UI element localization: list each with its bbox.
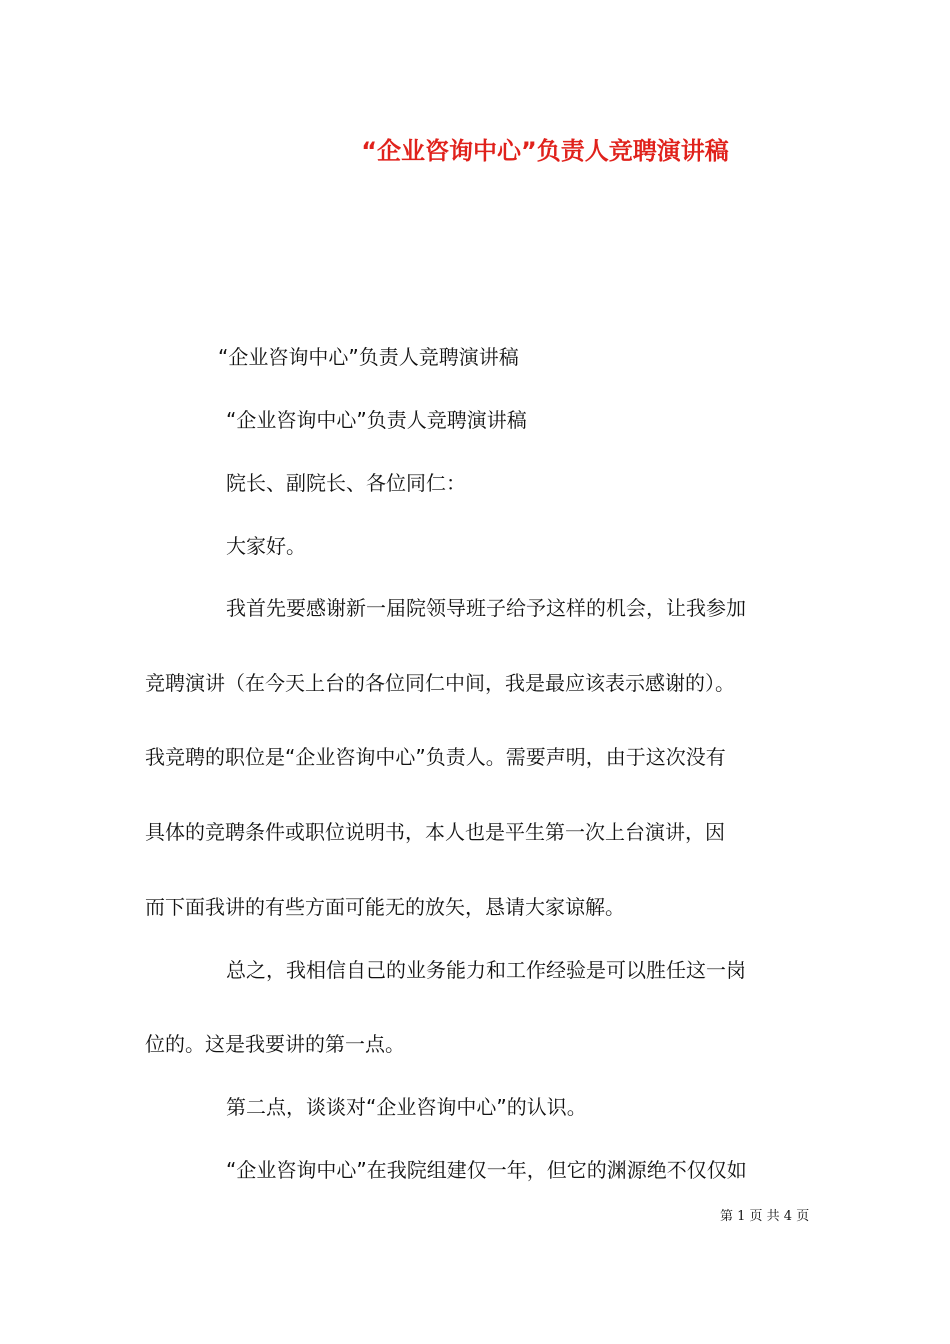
paragraph-line: 而下面我讲的有些方面可能无的放矢，恳请大家谅解。 [145, 895, 625, 919]
paragraph-line: 位的。这是我要讲的第一点。 [145, 1032, 405, 1056]
salutation: 院长、副院长、各位同仁： [226, 471, 466, 495]
paragraph-line: 竞聘演讲（在今天上台的各位同仁中间，我是最应该表示感谢的）。 [145, 671, 735, 695]
subtitle-line: “企业咨询中心”负责人竞聘演讲稿 [218, 345, 519, 369]
paragraph-line: 总之，我相信自己的业务能力和工作经验是可以胜任这一岗 [226, 958, 746, 982]
page-number-footer: 第 1 页 共 4 页 [720, 1209, 810, 1224]
paragraph-line: “企业咨询中心”在我院组建仅一年，但它的渊源绝不仅仅如 [226, 1158, 747, 1182]
greeting: 大家好。 [226, 534, 306, 558]
page-title: “企业咨询中心”负责人竞聘演讲稿 [361, 137, 729, 165]
paragraph-line: 具体的竞聘条件或职位说明书，本人也是平生第一次上台演讲，因 [145, 820, 725, 844]
paragraph-line: 第二点，谈谈对“企业咨询中心”的认识。 [226, 1095, 587, 1119]
subtitle-line: “企业咨询中心”负责人竞聘演讲稿 [226, 408, 527, 432]
paragraph-line: 我竞聘的职位是“企业咨询中心”负责人。需要声明，由于这次没有 [145, 745, 726, 769]
paragraph-line: 我首先要感谢新一届院领导班子给予这样的机会，让我参加 [226, 596, 746, 620]
